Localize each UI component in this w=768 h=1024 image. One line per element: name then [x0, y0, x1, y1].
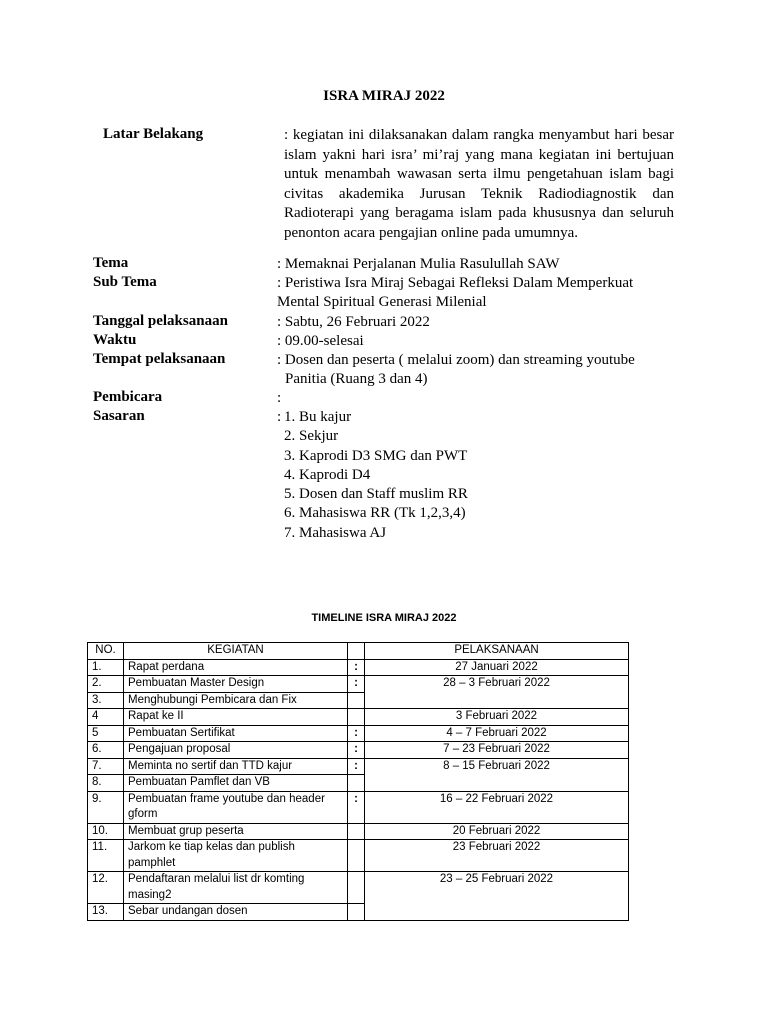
table-row: [88, 709, 629, 726]
row-separator: [348, 775, 365, 792]
tempat-line-1: : Dosen dan peserta ( melalui zoom) dan streaming youtube: [277, 352, 635, 368]
row-date: 16 – 22 Februari 2022: [365, 791, 629, 823]
table-row: [88, 823, 629, 840]
row-activity: Membuat grup peserta: [124, 823, 348, 840]
row-no: 1.: [88, 659, 124, 676]
table-row: [88, 742, 629, 759]
sasaran-colon: :: [277, 409, 282, 425]
sub-tema-label: Sub Tema: [93, 274, 157, 290]
document-title: ISRA MIRAJ 2022: [323, 88, 445, 104]
row-no: 9.: [88, 791, 124, 823]
row-separator: :: [348, 725, 365, 742]
row-date: 4 – 7 Februari 2022: [365, 725, 629, 742]
table-header-row: [88, 643, 629, 660]
row-date: 20 Februari 2022: [365, 823, 629, 840]
pembicara-label: Pembicara: [93, 389, 163, 405]
row-activity: Pendaftaran melalui list dr komting masing2: [124, 872, 348, 904]
sasaran-list: [284, 408, 468, 543]
list-item: 3. Kaprodi D3 SMG dan PWT: [284, 447, 468, 464]
row-no: 10.: [88, 823, 124, 840]
header-no: NO.: [88, 643, 124, 660]
row-separator: :: [348, 758, 365, 775]
table-row: [88, 659, 629, 676]
row-no: 8.: [88, 775, 124, 792]
row-date: 8 – 15 Februari 2022: [365, 758, 629, 791]
row-separator: [348, 872, 365, 904]
row-date: 3 Februari 2022: [365, 709, 629, 726]
waktu-value: : 09.00-selesai: [277, 333, 364, 349]
row-separator: :: [348, 791, 365, 823]
row-separator: [348, 692, 365, 709]
list-item: 4. Kaprodi D4: [284, 466, 371, 483]
row-activity: Pembuatan Master Design: [124, 676, 348, 693]
row-separator: :: [348, 659, 365, 676]
tema-value: : Memaknai Perjalanan Mulia Rasulullah SAW: [277, 256, 560, 272]
row-no: 6.: [88, 742, 124, 759]
row-activity: Meminta no sertif dan TTD kajur: [124, 758, 348, 775]
row-activity: Pembuatan Sertifikat: [124, 725, 348, 742]
tempat-label: Tempat pelaksanaan: [93, 351, 226, 367]
list-item: 5. Dosen dan Staff muslim RR: [284, 486, 468, 503]
row-activity: Rapat ke II: [124, 709, 348, 726]
row-date: 23 – 25 Februari 2022: [365, 872, 629, 921]
row-no: 4: [88, 709, 124, 726]
pembicara-value: :: [277, 390, 282, 406]
row-no: 5: [88, 725, 124, 742]
header-pelaksanaan: PELAKSANAAN: [365, 643, 629, 660]
table-row: [88, 725, 629, 742]
list-item: 1. Bu kajur: [284, 409, 352, 425]
tempat-line-2: Panitia (Ruang 3 dan 4): [285, 371, 428, 388]
row-no: 3.: [88, 692, 124, 709]
row-separator: [348, 823, 365, 840]
row-activity: Menghubungi Pembicara dan Fix: [124, 692, 348, 709]
row-separator: [348, 904, 365, 921]
table-row: [88, 872, 629, 904]
row-no: 13.: [88, 904, 124, 921]
tempat-value: [277, 351, 635, 390]
table-row: [88, 791, 629, 823]
row-date: 27 Januari 2022: [365, 659, 629, 676]
header-separator: [348, 643, 365, 660]
row-date: 23 Februari 2022: [365, 840, 629, 872]
row-activity: Jarkom ke tiap kelas dan publish pamphlet: [124, 840, 348, 872]
row-no: 11.: [88, 840, 124, 872]
tanggal-value: : Sabtu, 26 Februari 2022: [277, 314, 430, 330]
row-no: 7.: [88, 758, 124, 775]
background-label: Latar Belakang: [103, 126, 204, 142]
table-row: [88, 840, 629, 872]
row-separator: [348, 709, 365, 726]
row-activity: Pengajuan proposal: [124, 742, 348, 759]
row-activity: Rapat perdana: [124, 659, 348, 676]
list-item: 6. Mahasiswa RR (Tk 1,2,3,4): [284, 505, 466, 522]
row-activity: Pembuatan Pamflet dan VB: [124, 775, 348, 792]
table-row: [88, 676, 629, 693]
tanggal-label: Tanggal pelaksanaan: [93, 313, 228, 329]
row-separator: :: [348, 676, 365, 693]
tema-label: Tema: [93, 255, 129, 271]
sasaran-label: Sasaran: [93, 408, 145, 424]
timeline-title: TIMELINE ISRA MIRAJ 2022: [311, 612, 457, 624]
list-item: 2. Sekjur: [284, 428, 339, 445]
background-text: [284, 126, 674, 243]
row-separator: :: [348, 742, 365, 759]
sub-tema-value: [277, 274, 633, 313]
sub-tema-line-1: : Peristiwa Isra Miraj Sebagai Refleksi Dalam Memperkuat: [277, 275, 634, 291]
list-item: 7. Mahasiswa AJ: [284, 524, 387, 541]
table-row: [88, 758, 629, 775]
row-activity: Sebar undangan dosen: [124, 904, 348, 921]
waktu-label: Waktu: [93, 332, 137, 348]
sub-tema-line-2: Mental Spiritual Generasi Milenial: [277, 294, 487, 311]
timeline-table: [87, 642, 629, 921]
background-paragraph: : kegiatan ini dilaksanakan dalam rangka menyambut hari besar islam yakni hari isra’ mi’raj yang mana kegiatan ini bertujuan untuk menambah wawasan serta ilmu pengetahuan islam bagi civitas akademika Jurusan Teknik Radiodiagnostik dan Radioterapi yang beragama islam pada khususnya dan seluruh penonton acara pengajian online pada umumnya.: [284, 127, 674, 241]
row-no: 2.: [88, 676, 124, 693]
row-date: 7 – 23 Februari 2022: [365, 742, 629, 759]
row-no: 12.: [88, 872, 124, 904]
row-date: 28 – 3 Februari 2022: [365, 676, 629, 709]
header-kegiatan: KEGIATAN: [124, 643, 348, 660]
row-activity: Pembuatan frame youtube dan header gform: [124, 791, 348, 823]
row-separator: [348, 840, 365, 872]
